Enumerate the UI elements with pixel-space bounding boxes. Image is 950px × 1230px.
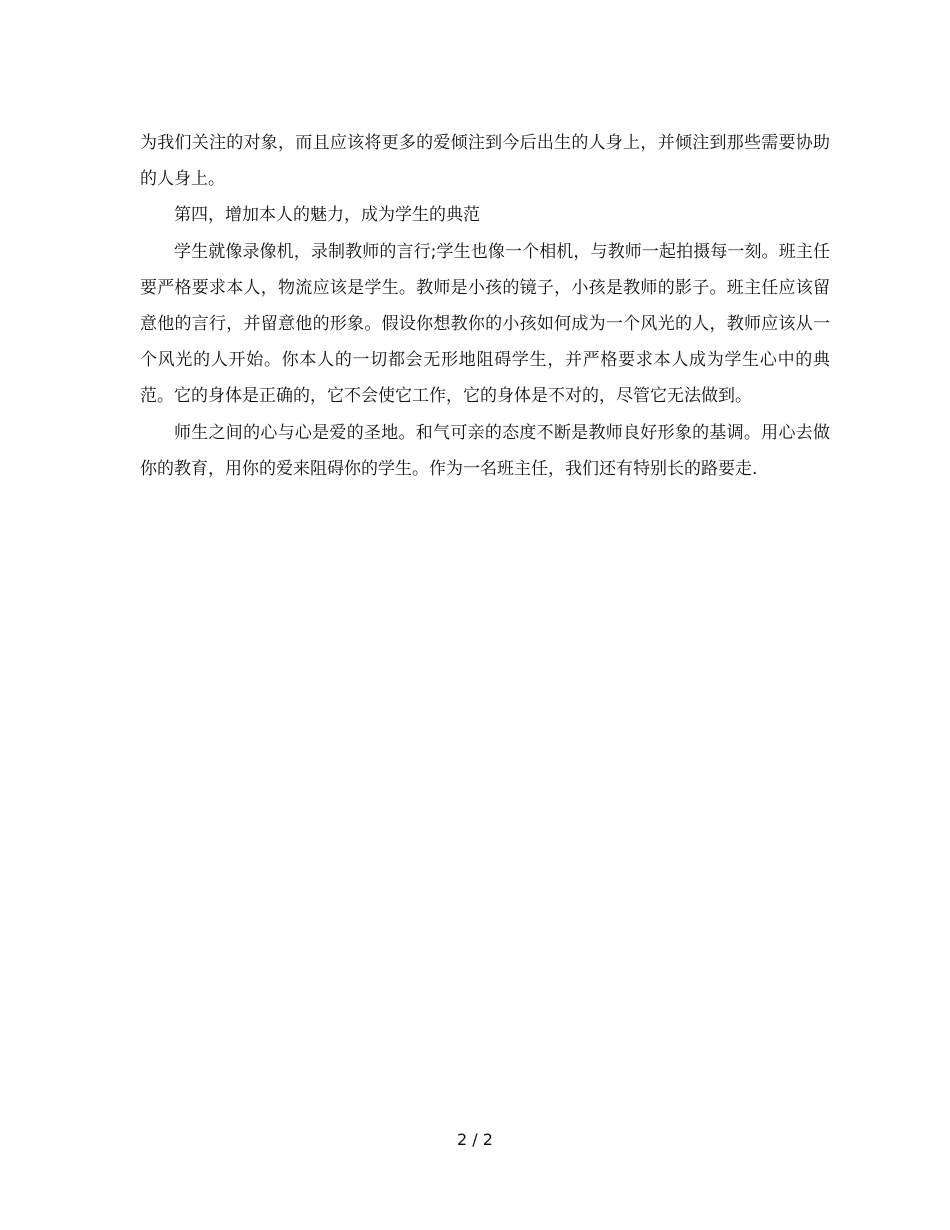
document-body [140,125,830,487]
paragraph-continuation: 为我们关注的对象，而且应该将更多的爱倾注到今后出生的人身上，并倾注到那些需要协助的人身上。 [140,133,830,190]
section-heading-fourth: 第四，增加本人的魅力，成为学生的典范 [174,205,480,226]
paragraph-role-model: 学生就像录像机，录制教师的言行;学生也像一个相机，与教师一起拍摄每一刻。班主任要严格要求本人，物流应该是学生。教师是小孩的镜子，小孩是教师的影子。班主任应该留意他的言行，并留意他的形象。假设你想教你的小孩如何成为一个风光的人，教师应该从一个风光的人开始。你本人的一切都会无形地阻碍学生，并严格要求本人成为学生心中的典范。它的身体是正确的，它不会使它工作，它的身体是不对的，尽管它无法做到。 [140,241,830,407]
page-number: 2 / 2 [457,1130,493,1149]
paragraph-conclusion: 师生之间的心与心是爱的圣地。和气可亲的态度不断是教师良好形象的基调。用心去做你的教育，用你的爱来阻碍你的学生。作为一名班主任，我们还有特别长的路要走. [140,422,830,479]
